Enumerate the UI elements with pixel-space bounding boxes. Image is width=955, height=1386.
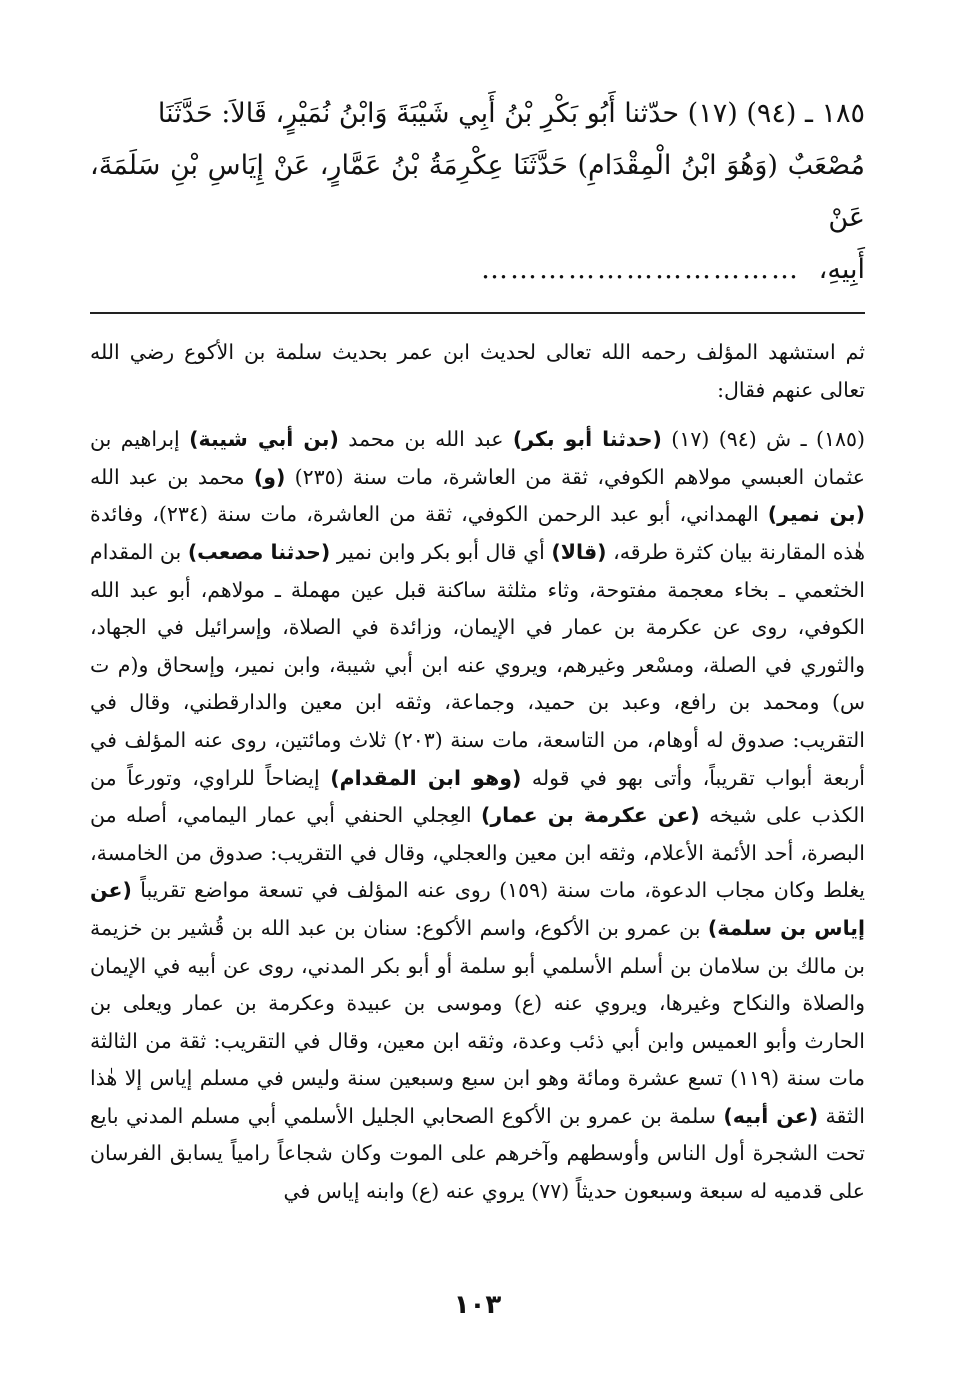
narrator-highlight: (عن أبيه) (723, 1103, 819, 1128)
hadith-line-1: ١٨٥ ـ (٩٤) (١٧) حدّثنا أَبُو بَكْرِ بْنُ أَبِي شَيْبَةَ وَابْنُ نُمَيْرٍ، قَالاَ: حَدَّثَنَا (157, 98, 865, 129)
commentary-intro: ثم استشهد المؤلف رحمه الله تعالى لحديث ابن عمر بحديث سلمة بن الأكوع رضي الله تعالى عنهم فقال: (90, 340, 865, 402)
dotted-leader: …………………………… (481, 254, 801, 285)
page-content (90, 88, 865, 1211)
commentary-segment: إبراهيم بن عثمان العبسي مولاهم الكوفي، ثقة من العاشرة، مات سنة (٢٣٥) (90, 427, 865, 489)
commentary-segment: أي قال أبو بكر وابن نمير (330, 539, 552, 564)
commentary-segment: الهمداني، أبو عبد الرحمن الكوفي، ثقة من العاشرة، مات سنة (٢٣٤)، وفائدة هٰذه المقارنة بيان كثرة طرقه، (90, 502, 866, 564)
hadith-line-2: مُصْعَبٌ (وَهُوَ ابْنُ الْمِقْدَامِ) حَدَّثَنَا عِكْرِمَةُ بْنُ عَمَّارٍ، عَنْ إِيَاسِ بْنِ سَلَمَةَ، عَنْ (90, 150, 865, 233)
narrator-highlight: (وهو ابن المقدام) (330, 765, 522, 790)
narrator-highlight: (و) (253, 464, 286, 489)
narrator-highlight: (بن أبي شيبة) (189, 427, 339, 452)
commentary-segment: (١٨٥) ـ ش (٩٤) (١٧) (661, 427, 866, 452)
narrator-highlight: (قالا) (551, 539, 607, 564)
commentary-segment: إيضاحاً للراوي، وتورعاً من الكذب على شيخه (90, 765, 865, 828)
commentary-text (90, 334, 865, 1211)
commentary-segment: العِجلي الحنفي أبي عمار اليمامي، أصله من البصرة، أحد الأئمة الأعلام، وثقه ابن معين والعجلي، وقال في التقريب: صدوق من الخامسة، يغلط وكان مجاب الدعوة، مات سنة (١٥٩) روى عنه المؤلف في تسعة مواضع تقريباً (90, 803, 866, 903)
narrator-highlight: (حدثنا أبو بكر) (512, 427, 662, 452)
narrator-highlight: (حدثنا مصعب) (187, 539, 331, 564)
hadith-line-3: أَبِيهِ، (818, 254, 865, 285)
commentary-segment: عبد الله بن محمد (338, 427, 513, 452)
page-number: ١٠٣ (453, 1290, 502, 1320)
narrator-highlight: (بن نمير) (767, 502, 865, 527)
commentary-segment: سلمة بن عمرو بن الأكوع الصحابي الجليل الأسلمي أبي مسلم المدني بايع تحت الشجرة أول الناس وأوسطهم وآخرهم على الموت وكان شجاعاً رامياً يسابق الفرسان على قدميه له سبعة وسبعون حديثاً (٧٧) يروي عنه (ع) وابنه إياس في (90, 1103, 865, 1204)
narrator-highlight: (عن عكرمة بن عمار) (481, 803, 700, 828)
hadith-text (90, 88, 865, 296)
footnote-divider (90, 312, 865, 314)
commentary-segment: بن عمرو بن الأكوع، واسم الأكوع: سنان بن عبد الله بن قُشير بن خزيمة بن مالك بن سلامان بن أسلم الأسلمي أبو سلمة أو أبو بكر المدني، روى عن أبيه في الإيمان والصلاة والنكاح وغيرها، ويروي عنه (ع) وموسى بن عبيدة وعكرمة بن عمار ويعلى بن الحارث وأبو العميس وابن أبي ذئب وعدة، وثقه ابن معين، وقال في التقريب: ثقة من الثالثة مات سنة (١١٩) تسع عشرة ومائة وهو ابن سبع وسبعين سنة وليس في مسلم إياس إلا هٰذا الثقة (90, 915, 865, 1128)
narrator-highlight: (عن إياس بن سلمة) (90, 878, 866, 940)
commentary-segment: محمد بن عبد الله (90, 464, 254, 489)
commentary-segment: بن المقدام الخثعمي ـ بخاء معجمة مفتوحة، وثاء مثلثة ساكنة قبل عين مهملة ـ مولاهم، أبو عبد الله الكوفي، روى عن عكرمة بن عمار في الإيمان، وزائدة في الصلاة، وإسرائيل في الجهاد، والثوري في الصلة، ومسْعر وغيرهم، ويروي عنه ابن أبي شيبة، وابن نمير، وإسحاق و(م ت س) ومحمد بن رافع، وعبد بن حميد، وجماعة، وثقه ابن معين والدارقطني، وقال في التقريب: صدوق له أوهام، من التاسعة، مات سنة (٢٠٣) ثلاث ومائتين، روى عنه المؤلف في أربعة أبواب تقريباً، وأتى بهو في قوله (90, 539, 866, 790)
